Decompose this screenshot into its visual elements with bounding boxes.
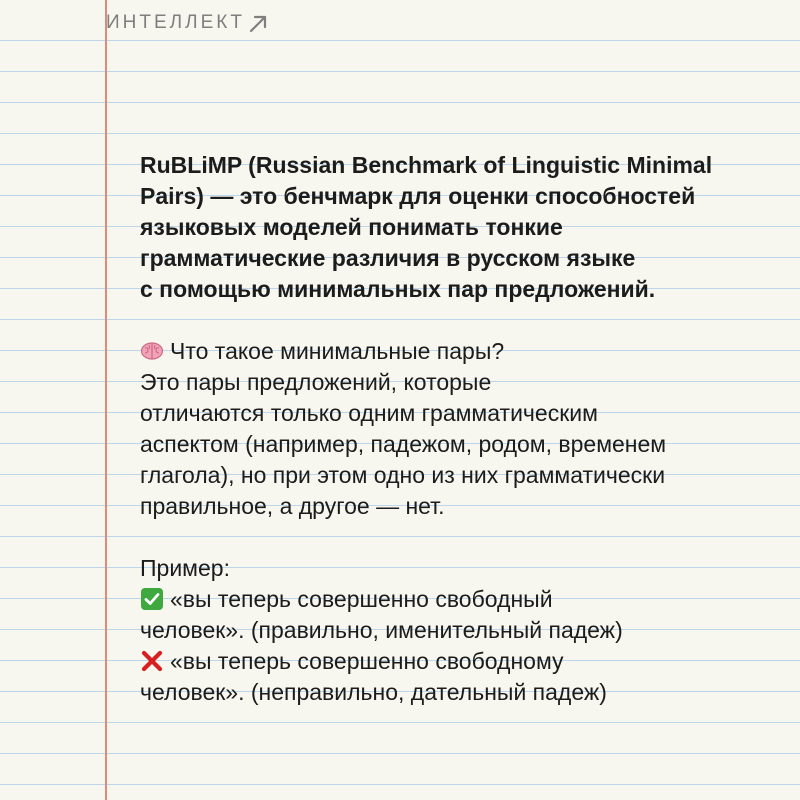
intro-line: языковых моделей понимать тонкие <box>140 214 563 240</box>
incorrect-example-line <box>140 646 760 677</box>
intro-paragraph <box>140 150 760 305</box>
intro-line: с помощью минимальных пар предложений. <box>140 276 656 302</box>
question-line: отличаются только одним грамматическим <box>140 400 598 426</box>
question-heading: Что такое минимальные пары? <box>170 338 505 364</box>
correct-example-explanation: человек». (правильно, именительный падеж) <box>140 617 623 643</box>
brand-logo-text: ИНТЕЛЛЕКТ <box>106 12 245 33</box>
question-line: Это пары предложений, которые <box>140 369 492 395</box>
question-line: аспектом (например, падежом, родом, временем <box>140 431 667 457</box>
intro-line: грамматические различия в русском языке <box>140 245 636 271</box>
correct-example-text: «вы теперь совершенно свободный <box>170 586 553 612</box>
example-heading: Пример: <box>140 555 230 581</box>
intro-line: RuBLiMP (Russian Benchmark of Linguistic Minimal <box>140 152 713 178</box>
notebook-margin-line <box>105 0 107 800</box>
question-heading-line <box>140 336 760 367</box>
intro-line: Pairs) — это бенчмарк для оценки способностей <box>140 183 696 209</box>
minimal-pairs-section <box>140 336 760 522</box>
correct-example-line <box>140 584 760 615</box>
incorrect-example-explanation: человек». (неправильно, дательный падеж) <box>140 679 607 705</box>
question-line: глагола), но при этом одно из них грамматически <box>140 462 666 488</box>
question-line: правильное, а другое — нет. <box>140 493 445 519</box>
cross-mark-icon <box>140 649 164 673</box>
example-section <box>140 553 760 708</box>
arrow-up-right-icon <box>247 12 269 34</box>
check-mark-icon <box>140 587 164 611</box>
brand-logo <box>106 10 269 36</box>
incorrect-example-text: «вы теперь совершенно свободному <box>170 648 564 674</box>
brain-icon <box>140 339 164 363</box>
main-content <box>140 150 760 708</box>
